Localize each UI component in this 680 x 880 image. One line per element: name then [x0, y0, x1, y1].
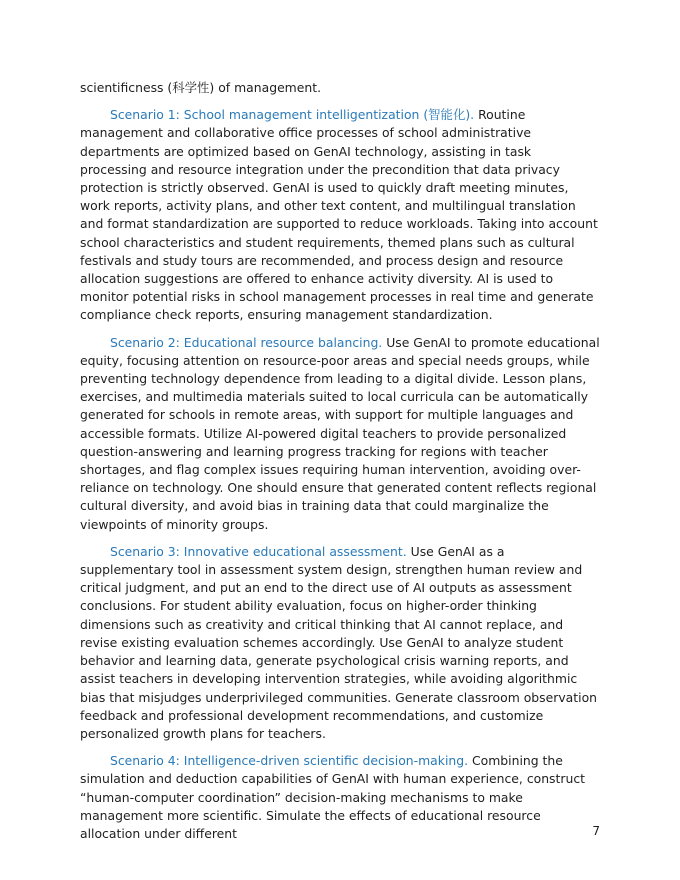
scenario-3-paragraph: [80, 543, 600, 743]
scenario-3-body: Use GenAI as a supplementary tool in assessment system design, strengthen human review and critical judgment, and put an end to the direct use of AI outputs as assessment conclusions. For student ability evaluation, focus on higher-order thinking dimensions such as creativity and critical thinking that AI cannot replace, and revise existing evaluation schemes accordingly. Use GenAI to analyze student behavior and learning data, generate psychological crisis warning reports, and assist teachers in developing intervention strategies, while avoiding algorithmic bias that misjudges underprivileged communities. Generate classroom observation feedback and professional development recommendations, and customize personalized growth plans for teachers.: [80, 543, 598, 741]
scenario-4-heading: Scenario 4: Intelligence-driven scientific decision-making.: [110, 753, 469, 769]
scenario-1-paragraph: [80, 106, 600, 324]
scenario-2-paragraph: [80, 334, 600, 534]
intro-paragraph: scientificness (科学性) of management.: [80, 80, 322, 95]
scenario-2-body: Use GenAI to promote educational equity, focusing attention on resource-poor areas and special needs groups, while preventing technology dependence from leading to a digital divide. Lesson plans, exercises, and multimedia materials suited to local curricula can be automatically generated for schools in remote areas, with support for multiple languages and accessible formats. Utilize AI-powered digital teachers to provide personalized question-answering and learning progress tracking for regions with teacher shortages, and flag complex issues requiring human intervention, avoiding over-reliance on technology. One should ensure that generated content reflects regional cultural diversity, and avoid bias in training data that could marginalize the viewpoints of minority groups.: [80, 334, 600, 532]
scenario-4-paragraph: [80, 752, 600, 843]
scenario-1-heading: Scenario 1: School management intelligentization (智能化).: [110, 107, 475, 123]
document-page: [80, 79, 600, 852]
page-number: 7: [592, 824, 600, 838]
scenario-4-body: Combining the simulation and deduction capabilities of GenAI with human experience, construct “human-computer coordination” decision-making mechanisms to make management more scientific. Simulate the effects of educational resource allocation under different: [80, 753, 585, 841]
scenario-1-body: Routine management and collaborative office processes of school administrative departments are optimized based on GenAI technology, assisting in task processing and resource integration under the precondition that data privacy protection is strictly observed. GenAI is used to quickly draft meeting minutes, work reports, activity plans, and other text content, and multilingual translation and format standardization are supported to reduce workloads. Taking into account school characteristics and student requirements, themed plans such as cultural festivals and study tours are recommended, and process design and resource allocation suggestions are offered to enhance activity diversity. AI is used to monitor potential risks in school management processes in real time and generate compliance check reports, ensuring management standardization.: [80, 107, 598, 323]
scenario-3-heading: Scenario 3: Innovative educational assessment.: [110, 543, 407, 559]
scenario-2-heading: Scenario 2: Educational resource balancing.: [110, 334, 383, 350]
